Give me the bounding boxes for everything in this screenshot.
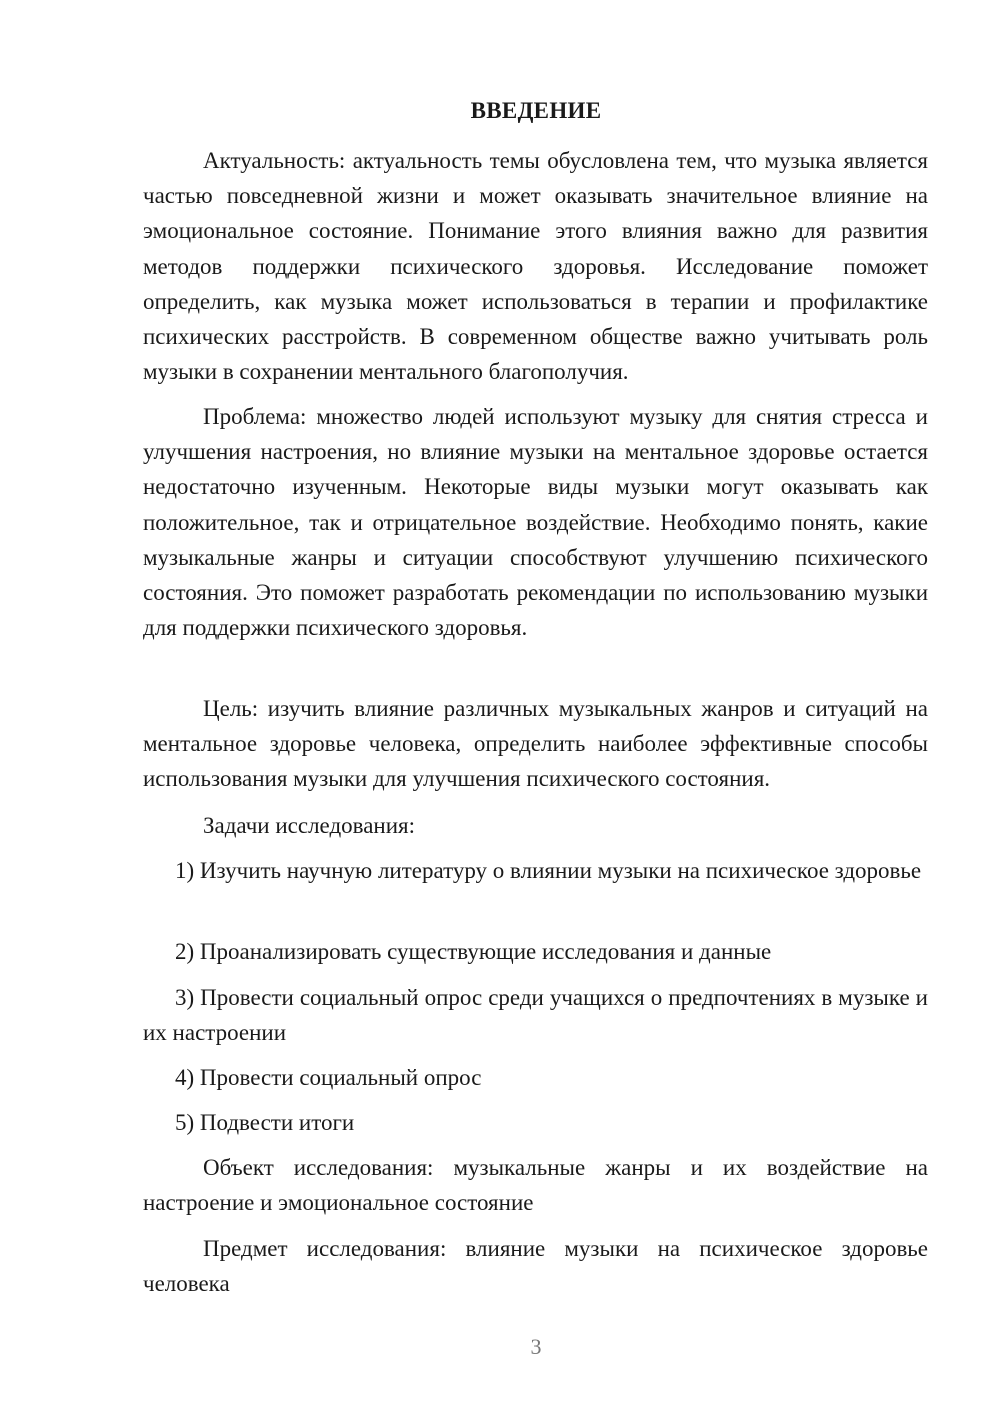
task-item: 3) Провести социальный опрос среди учащихся о предпочтениях в музыке и их настроении [143,985,928,1046]
page-number: 3 [530,1334,542,1359]
object-paragraph: Объект исследования: музыкальные жанры и их воздействие на настроение и эмоциональное состояние [143,1155,928,1216]
goal-paragraph: Цель: изучить влияние различных музыкальных жанров и ситуаций на ментальное здоровье человека, определить наиболее эффективные способы использования музыки для улучшения психического состояния. [143,696,928,792]
task-item: 2) Проанализировать существующие исследования и данные [175,939,772,964]
task-item: 1) Изучить научную литературу о влиянии музыки на психическое здоровье [175,858,922,883]
tasks-title: Задачи исследования: [203,813,416,838]
task-item: 4) Провести социальный опрос [175,1065,482,1090]
relevance-paragraph: Актуальность: актуальность темы обусловлена тем, что музыка является частью повседневной жизни и может оказывать значительное влияние на эмоциональное состояние. Понимание этого влияния важно для развития методов поддержки психического здоровья. Исследование поможет определить, как музыка может использоваться в терапии и профилактике психических расстройств. В современном обществе важно учитывать роль музыки в сохранении ментального благополучия. [143,148,928,385]
subject-paragraph: Предмет исследования: влияние музыки на психическое здоровье человека [143,1236,928,1297]
section-heading: ВВЕДЕНИЕ [470,98,602,123]
task-item: 5) Подвести итоги [175,1110,355,1135]
problem-paragraph: Проблема: множество людей используют музыку для снятия стресса и улучшения настроения, но влияние музыки на ментальное здоровье остается недостаточно изученным. Некоторые виды музыки могут оказывать как положительное, так и отрицательное воздействие. Необходимо понять, какие музыкальные жанры и ситуации способствуют улучшению психического состояния. Это поможет разработать рекомендации по использованию музыки для поддержки психического здоровья. [143,404,928,641]
